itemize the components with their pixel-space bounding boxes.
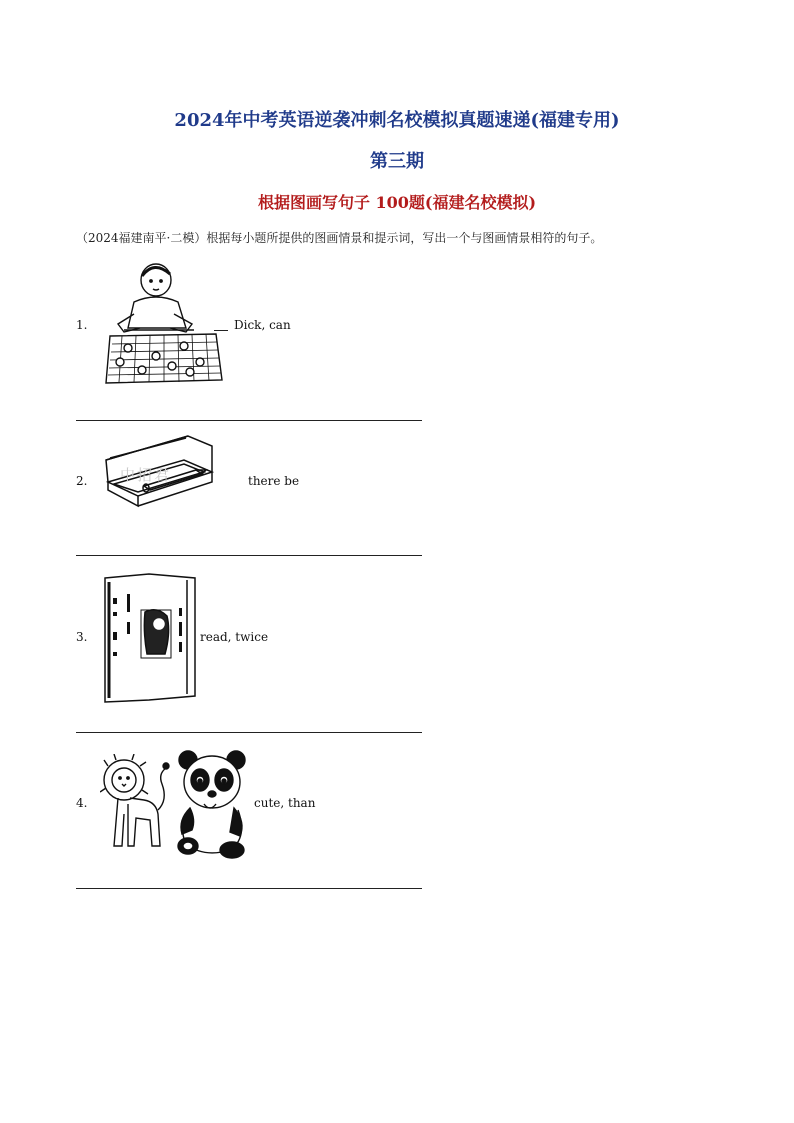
question-number: 2.	[76, 474, 88, 488]
hint-text: Dick, can	[234, 318, 291, 332]
question-3	[76, 572, 422, 734]
question-1	[76, 262, 422, 422]
answer-blank	[214, 330, 228, 331]
answer-line[interactable]	[76, 732, 422, 733]
question-number: 3.	[76, 630, 88, 644]
answer-line[interactable]	[76, 420, 422, 421]
question-number: 4.	[76, 796, 88, 810]
question-2	[76, 430, 422, 558]
hint-text: read, twice	[200, 630, 269, 644]
hint-text: cute, than	[254, 796, 316, 810]
instruction-text: （2024福建南平·二模）根据每小题所提供的图画情景和提示词，写出一个与图画情景相符的句子。	[76, 231, 603, 245]
section-title: 根据图画写句子 100题(福建名校模拟)	[257, 193, 537, 212]
book-picture	[101, 572, 201, 704]
issue-subtitle: 第三期	[370, 151, 424, 172]
answer-line[interactable]	[76, 888, 422, 889]
hint-text: there be	[248, 474, 300, 488]
girl-playing-chess-picture	[104, 262, 229, 387]
answer-line[interactable]	[76, 555, 422, 556]
lion-picture	[100, 754, 170, 854]
question-4	[76, 746, 422, 890]
page-title: 2024年中考英语逆袭冲刺名校模拟真题速递(福建专用)	[174, 110, 620, 131]
question-number: 1.	[76, 318, 88, 332]
watermark-text: 中招君	[120, 466, 172, 484]
panda-picture	[174, 746, 250, 860]
